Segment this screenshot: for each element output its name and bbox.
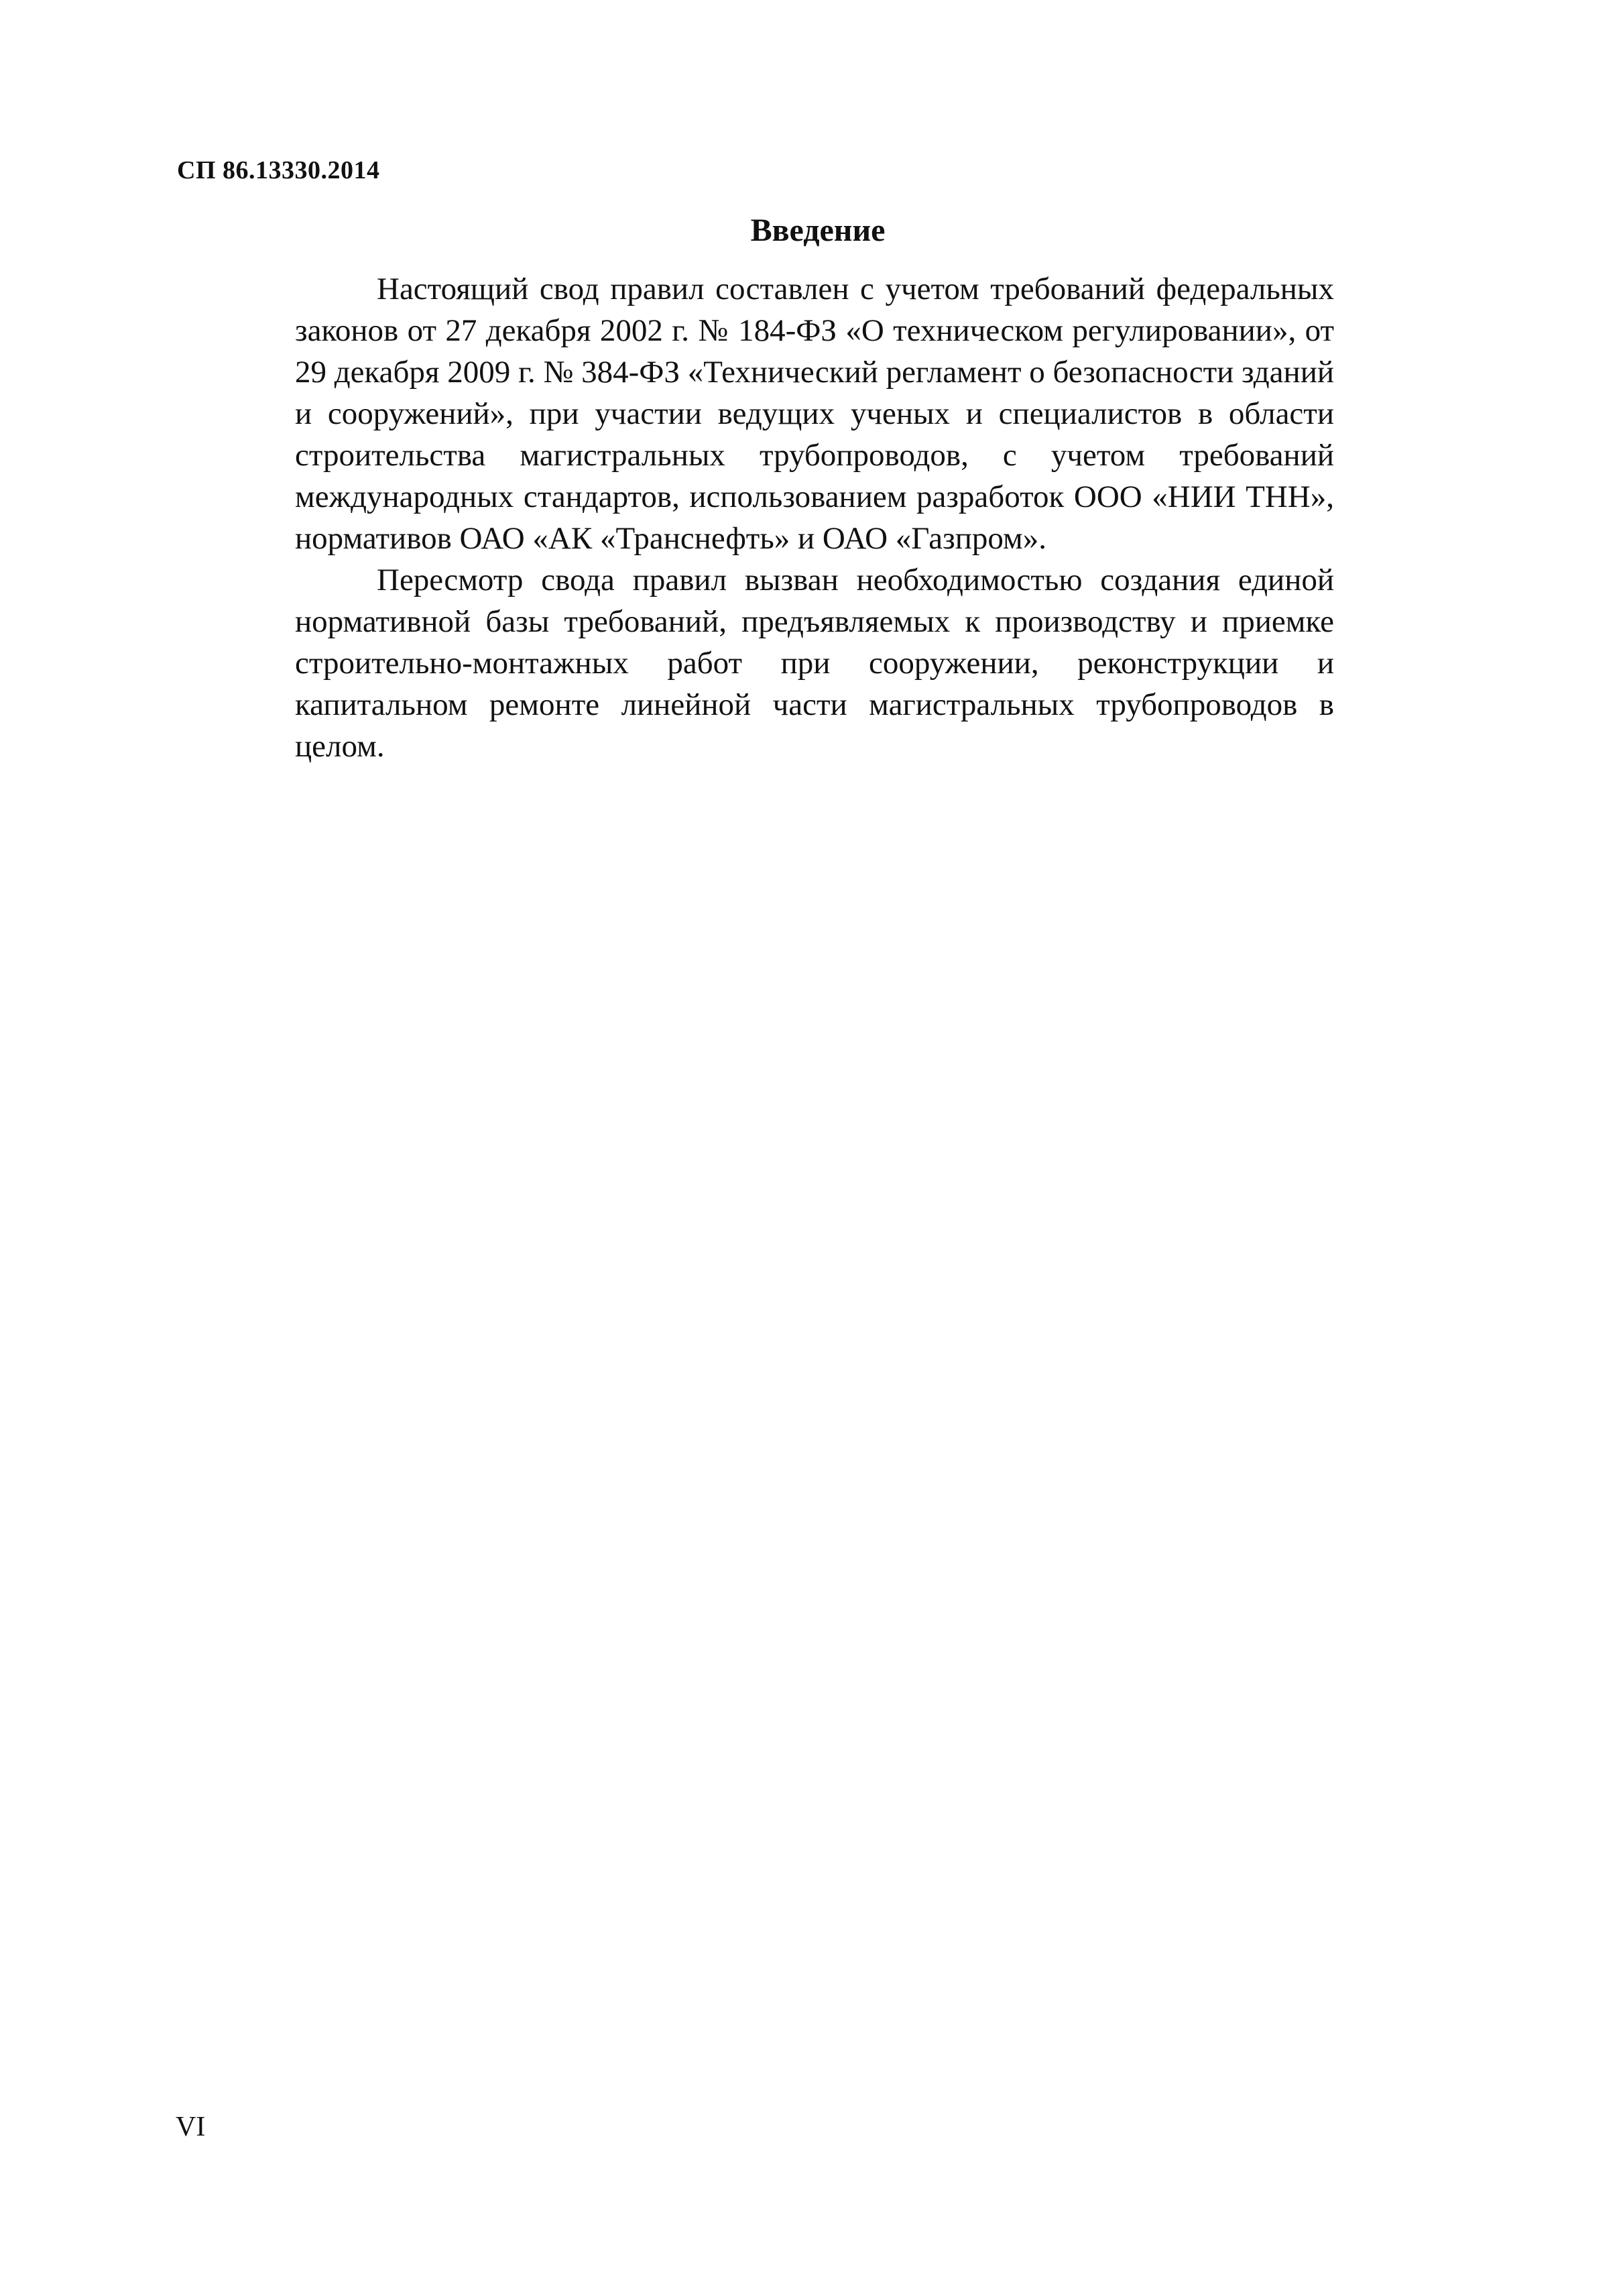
section-title: Введение	[750, 213, 886, 248]
paragraph-2: Пересмотр свода правил вызван необходимостью создания единой нормативной базы требований, предъявляемых к производству и приемке строительно-монтажных работ при сооружении, реконструкции и капитальном ремонте линейной части магистральных трубопроводов в целом.	[295, 563, 1334, 764]
document-code: СП 86.13330.2014	[177, 156, 380, 184]
page-number: VI	[176, 2112, 206, 2142]
section-body	[295, 268, 1334, 767]
paragraph-1: Настоящий свод правил составлен с учетом требований федеральных законов от 27 декабря 2002 г. № 184-ФЗ «О техническом регулировании», от 29 декабря 2009 г. № 384-ФЗ «Технический регламент о безопасности зданий и сооружений», при участии ведущих ученых и специалистов в области строительства магистральных трубопроводов, с учетом требований международных стандартов, использованием разработок ООО «НИИ ТНН», нормативов ОАО «АК «Транснефть» и ОАО «Газпром».	[295, 272, 1334, 556]
